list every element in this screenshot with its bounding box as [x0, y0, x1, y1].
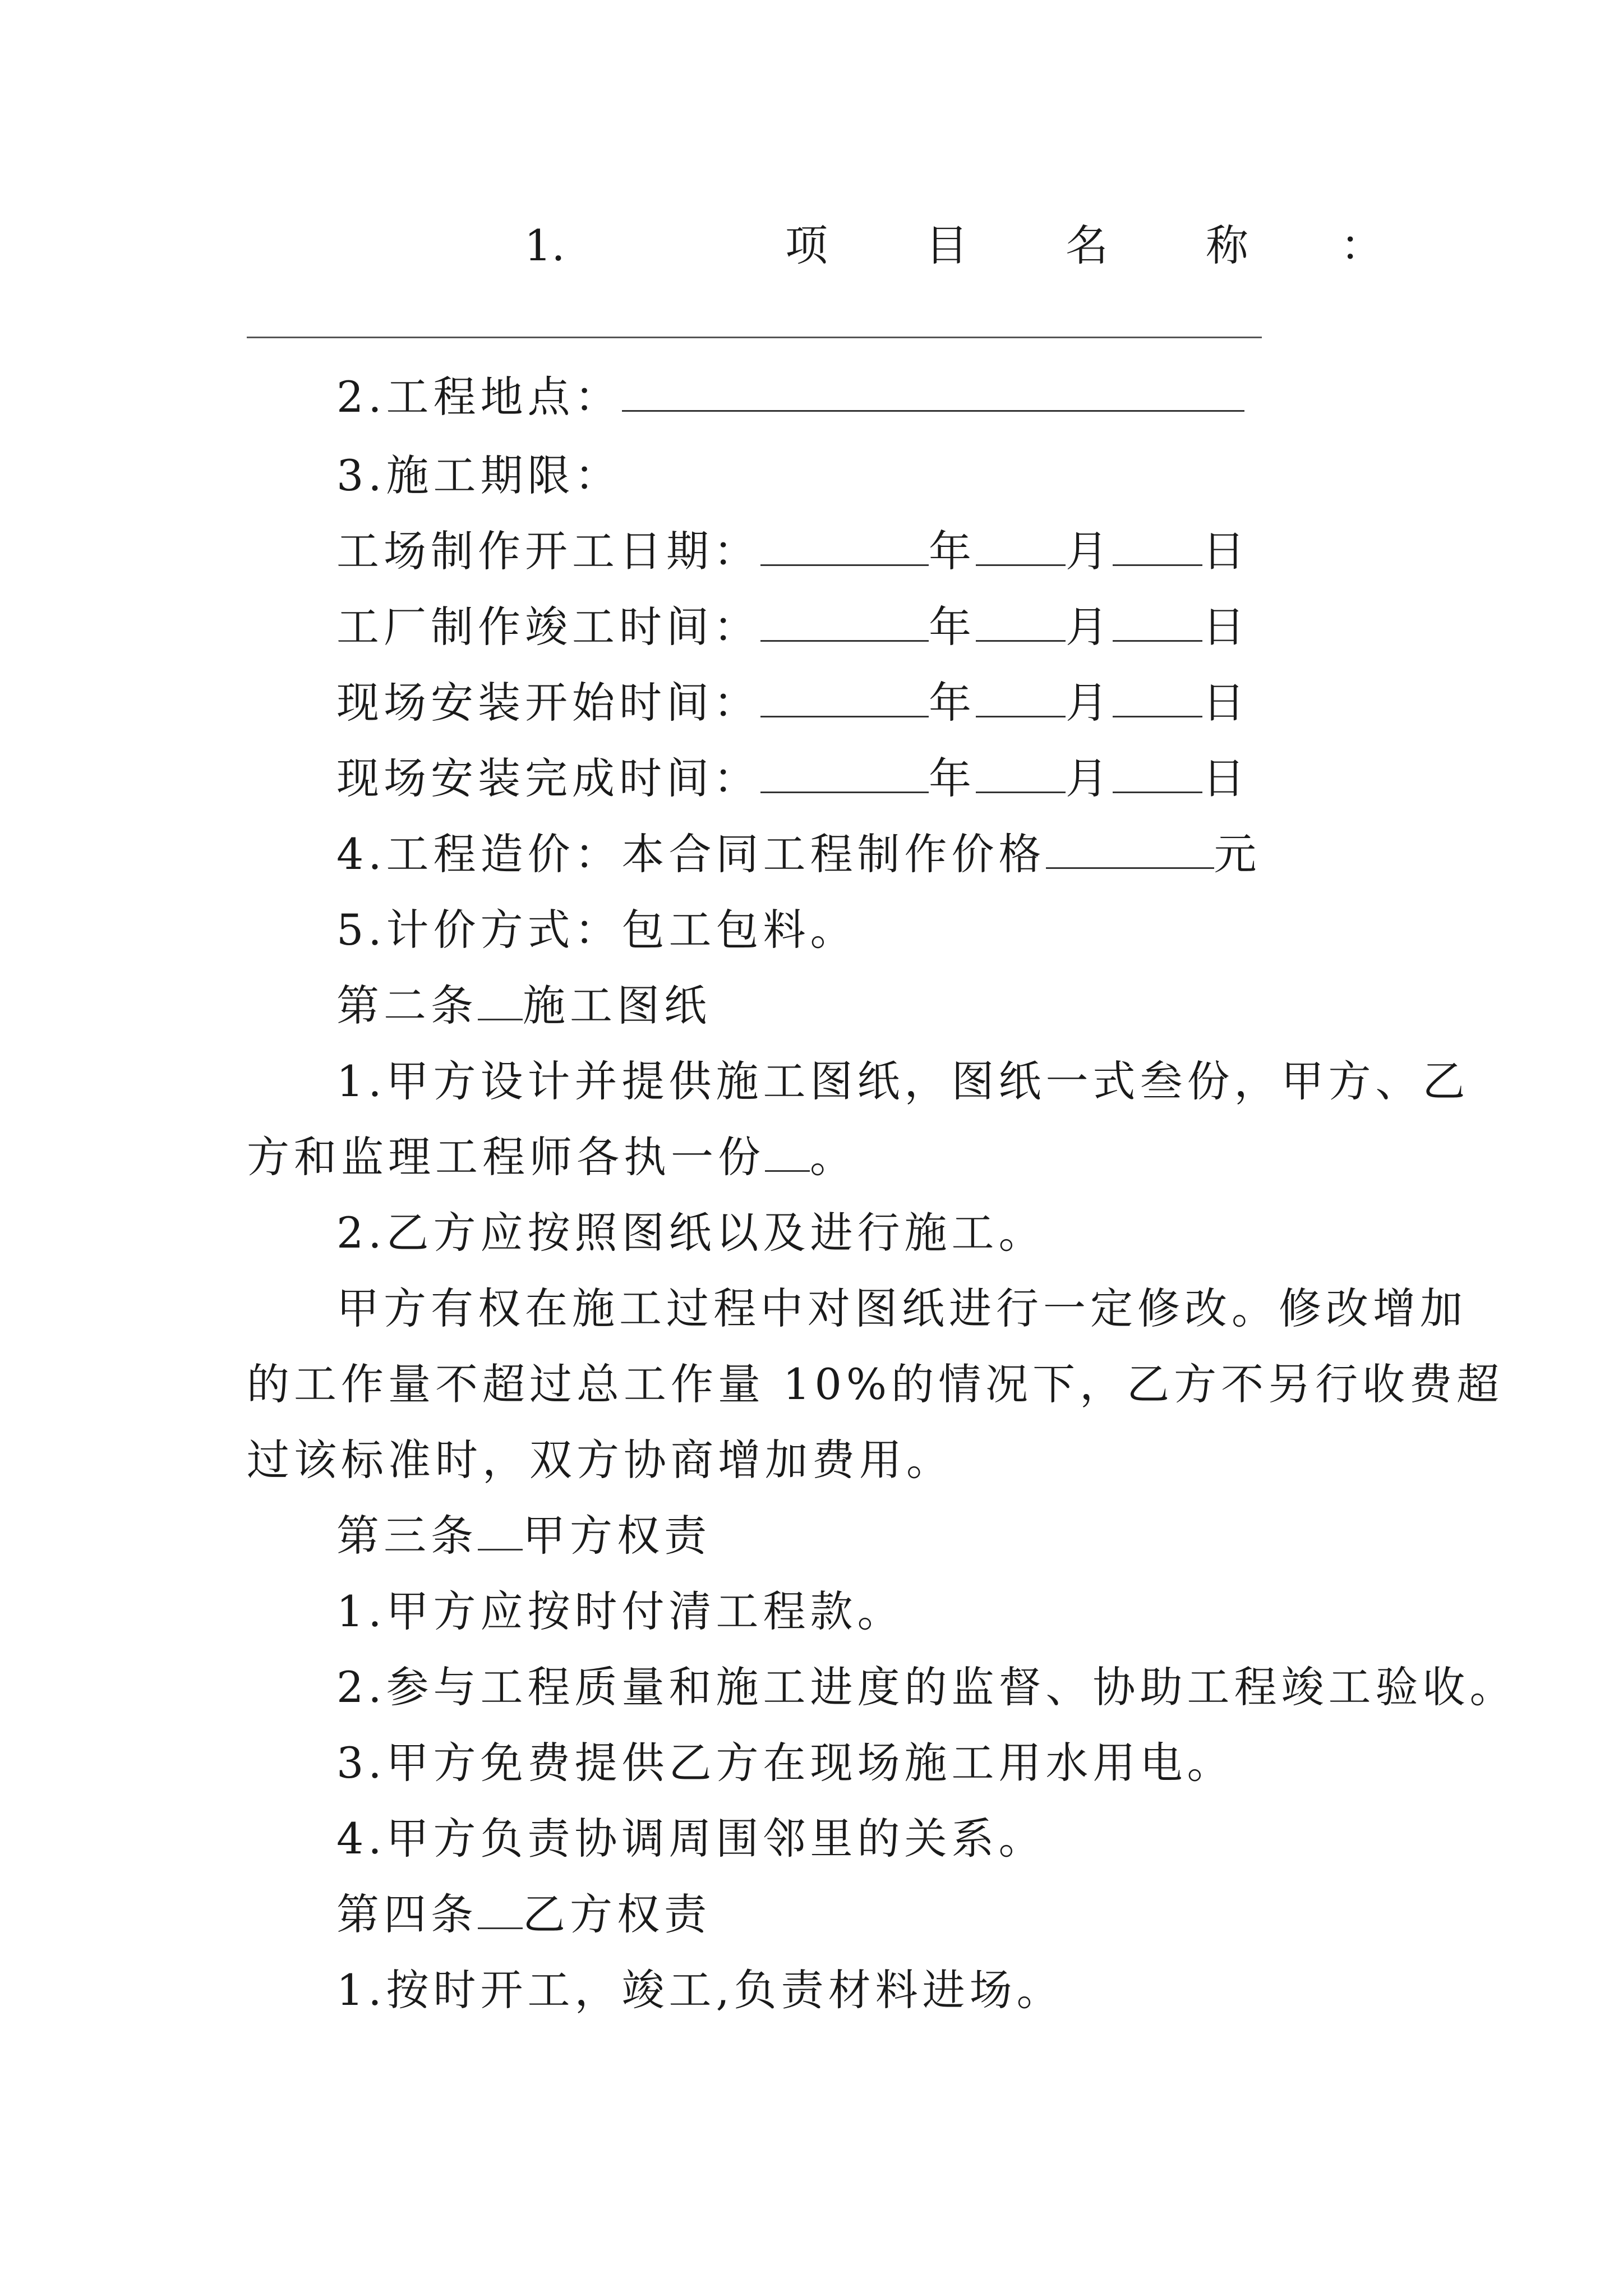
heading-gap [478, 982, 523, 1020]
paragraph-text: 1.甲方应按时付清工程款。 [336, 1586, 905, 1636]
paragraph-text: 过该标准时，双方协商增加费用。 [247, 1435, 953, 1485]
project-location-blank [622, 373, 1244, 412]
paragraph-text: 方和监理工程师各执一份 [247, 1132, 765, 1182]
paragraph-line [247, 1433, 953, 1487]
paragraph-text: 2.参与工程质量和施工进度的监督、协助工程竣工验收。 [336, 1662, 1517, 1712]
year-unit: 年 [929, 753, 976, 803]
heading-gap [478, 1512, 523, 1550]
date-label: 工场制作开工日期： [336, 526, 760, 576]
month-blank [976, 754, 1066, 793]
date-label: 现场安装完成时间： [336, 753, 760, 803]
heading-char-2: 目 [925, 220, 968, 270]
paragraph-text-end: 。 [810, 1132, 857, 1182]
paragraph-text: 2.乙方应按照图纸以及进行施工。 [336, 1208, 1046, 1258]
price-blank [1046, 830, 1214, 869]
currency-unit: 元 [1214, 829, 1261, 879]
article-title: 乙方权责 [523, 1889, 711, 1939]
paragraph-line [336, 1963, 1064, 2017]
article-number: 第四条 [336, 1889, 478, 1939]
paragraph-line [336, 1660, 1517, 1714]
month-unit: 月 [1066, 526, 1113, 576]
article-two-heading [336, 979, 711, 1033]
article-title: 施工图纸 [523, 981, 711, 1030]
article-three-heading [336, 1509, 711, 1563]
article-number: 第二条 [336, 981, 478, 1030]
paragraph-line [336, 1282, 1467, 1336]
day-unit: 日 [1202, 602, 1249, 652]
year-unit: 年 [929, 526, 976, 576]
heading-gap [478, 1890, 523, 1929]
year-blank [760, 603, 929, 642]
paragraph-line [336, 1206, 1046, 1260]
onsite-install-complete-line [336, 752, 1249, 806]
project-cost-label: 4.工程造价：本合同工程制作价格 [336, 829, 1046, 879]
heading-colon: ： [1340, 220, 1383, 270]
year-blank [760, 754, 929, 793]
month-unit: 月 [1066, 753, 1113, 803]
day-blank [1113, 527, 1202, 566]
paragraph-line [336, 1812, 1046, 1866]
article-title: 甲方权责 [523, 1511, 711, 1561]
paragraph-text: 3.甲方免费提供乙方在现场施工用水用电。 [336, 1738, 1234, 1788]
heading-char-4: 称 [1206, 220, 1248, 270]
paragraph-text: 的工作量不超过总工作量 10%的情况下，乙方不另行收费超 [247, 1359, 1504, 1409]
day-blank [1113, 679, 1202, 717]
construction-period-line [336, 449, 622, 503]
year-unit: 年 [929, 602, 976, 652]
construction-period-label: 3.施工期限： [336, 450, 622, 500]
paragraph-line [336, 1055, 1470, 1108]
onsite-install-start-line [336, 676, 1249, 730]
heading-char-1: 项 [785, 220, 828, 270]
day-unit: 日 [1202, 678, 1249, 728]
day-unit: 日 [1202, 753, 1249, 803]
copy-blank [765, 1133, 810, 1172]
year-blank [760, 679, 929, 717]
pricing-method-text: 5.计价方式：包工包料。 [336, 905, 857, 955]
paragraph-text: 1.按时开工，竣工,负责材料进场。 [336, 1965, 1064, 2015]
factory-start-date-line [336, 524, 1249, 578]
paragraph-line [247, 1130, 857, 1184]
article-number: 第三条 [336, 1511, 478, 1561]
paragraph-line [247, 1358, 1504, 1411]
heading-char-3: 名 [1066, 220, 1108, 270]
date-label: 现场安装开始时间： [336, 678, 760, 728]
month-unit: 月 [1066, 602, 1113, 652]
project-name-fill-line [247, 337, 1262, 338]
month-blank [976, 527, 1066, 566]
paragraph-line [336, 1736, 1234, 1790]
year-blank [760, 527, 929, 566]
day-unit: 日 [1202, 526, 1249, 576]
project-location-label: 2.工程地点： [336, 372, 622, 422]
day-blank [1113, 603, 1202, 642]
month-unit: 月 [1066, 678, 1113, 728]
paragraph-text: 1.甲方设计并提供施工图纸，图纸一式叁份，甲方、乙 [336, 1056, 1470, 1106]
heading-number: 1. [524, 220, 565, 270]
factory-completion-date-line [336, 600, 1249, 654]
paragraph-text: 甲方有权在施工过程中对图纸进行一定修改。修改增加 [336, 1283, 1467, 1333]
day-blank [1113, 754, 1202, 793]
project-location-line [336, 370, 1244, 424]
project-cost-line [336, 827, 1261, 881]
project-name-heading [0, 219, 1623, 273]
year-unit: 年 [929, 678, 976, 728]
pricing-method-line [336, 903, 857, 957]
paragraph-line [336, 1585, 905, 1639]
article-four-heading [336, 1888, 711, 1941]
paragraph-text: 4.甲方负责协调周围邻里的关系。 [336, 1814, 1046, 1864]
date-label: 工厂制作竣工时间： [336, 602, 760, 652]
month-blank [976, 679, 1066, 717]
month-blank [976, 603, 1066, 642]
